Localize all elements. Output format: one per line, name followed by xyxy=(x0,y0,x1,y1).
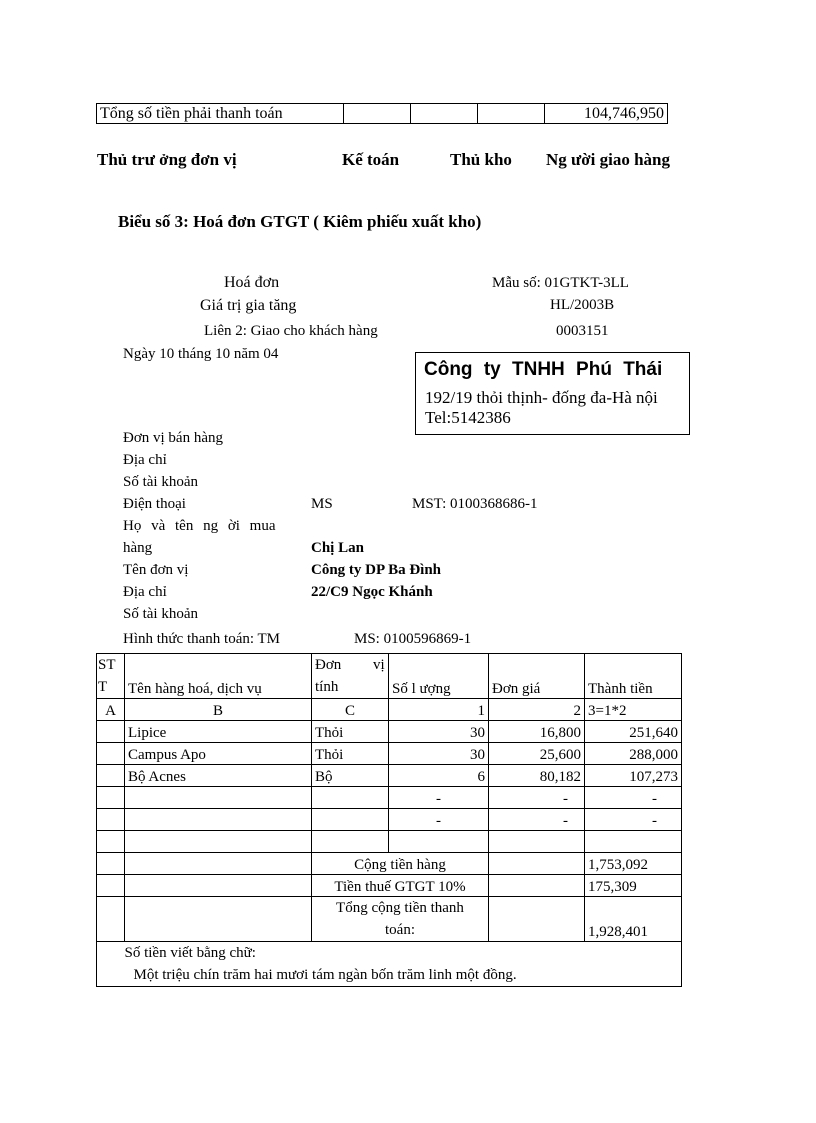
row-qty: 30 xyxy=(389,721,489,743)
empty-cell xyxy=(97,875,125,897)
invoice-copy-note: Liên 2: Giao cho khách hàng xyxy=(204,323,378,339)
summary-total-row xyxy=(96,103,668,124)
amount-in-words-value: Một triệu chín trăm hai mươi tám ngàn bốn trăm linh một đồng. xyxy=(133,967,517,983)
invoice-series: HL/2003B xyxy=(550,297,615,313)
grand-total-row xyxy=(97,897,682,942)
empty-cell xyxy=(97,897,125,942)
row-qty xyxy=(389,831,489,853)
row-unit: Bộ xyxy=(312,765,389,787)
empty-cell xyxy=(125,853,312,875)
row-amount: 288,000 xyxy=(585,743,682,765)
row-amount: 107,273 xyxy=(585,765,682,787)
empty-cell xyxy=(489,853,585,875)
row-price: 80,182 xyxy=(489,765,585,787)
summary-label: Tổng số tiền phải thanh toán xyxy=(97,104,344,124)
summary-empty-cell xyxy=(344,104,411,124)
row-name xyxy=(125,809,312,831)
buyer-name-label-1: Họ và tên ng ời mua xyxy=(123,518,276,534)
seller-phone-label: Điện thoại xyxy=(123,496,186,512)
goods-total-value: 1,753,092 xyxy=(585,853,682,875)
grand-total-label: Tổng cộng tiền thanh toán: xyxy=(312,897,489,942)
header-amount: Thành tiền xyxy=(585,654,682,699)
summary-empty-cell xyxy=(478,104,545,124)
seller-mst: MST: 0100368686-1 xyxy=(412,496,538,512)
vat-value: 175,309 xyxy=(585,875,682,897)
summary-amount: 104,746,950 xyxy=(545,104,668,124)
table-row xyxy=(97,809,682,831)
row-price: - xyxy=(489,809,585,831)
row-price: 25,600 xyxy=(489,743,585,765)
invoice-table xyxy=(96,653,682,987)
row-name xyxy=(125,787,312,809)
row-name: Campus Apo xyxy=(125,743,312,765)
invoice-title-1: Hoá đơn xyxy=(224,274,280,291)
row-unit xyxy=(312,787,389,809)
empty-cell xyxy=(489,875,585,897)
section-title: Biểu số 3: Hoá đơn GTGT ( Kiêm phiếu xuất kho) xyxy=(118,212,482,231)
vat-row xyxy=(97,875,682,897)
amount-in-words-label: Số tiền viết bằng chữ: xyxy=(124,945,256,961)
row-stt xyxy=(97,787,125,809)
row-name: Lipice xyxy=(125,721,312,743)
header-price: Đơn giá xyxy=(489,654,585,699)
row-qty: 6 xyxy=(389,765,489,787)
summary-empty-cell xyxy=(411,104,478,124)
table-row xyxy=(97,765,682,787)
code-cell: A xyxy=(97,699,125,721)
row-name xyxy=(125,831,312,853)
grand-total-value: 1,928,401 xyxy=(585,897,682,942)
table-row xyxy=(97,787,682,809)
invoice-form-no: Mẫu số: 01GTKT-3LL xyxy=(492,275,629,291)
header-stt xyxy=(97,654,125,699)
header-qty: Số l ượng xyxy=(389,654,489,699)
row-unit xyxy=(312,831,389,853)
code-cell: C xyxy=(312,699,389,721)
company-box xyxy=(415,352,690,435)
row-stt xyxy=(97,743,125,765)
seller-unit-label: Đơn vị bán hàng xyxy=(123,430,223,446)
row-qty: - xyxy=(389,809,489,831)
vat-label: Tiền thuế GTGT 10% xyxy=(312,875,489,897)
row-qty: 30 xyxy=(389,743,489,765)
header-unit-line2: tính xyxy=(315,679,339,695)
table-row xyxy=(97,831,682,853)
signature-deliverer: Ng ười giao hàng xyxy=(546,150,670,169)
seller-account-label: Số tài khoản xyxy=(123,474,198,490)
invoice-title-2: Giá trị gia tăng xyxy=(200,297,297,314)
code-cell: B xyxy=(125,699,312,721)
row-name: Bộ Acnes xyxy=(125,765,312,787)
table-row xyxy=(97,721,682,743)
buyer-address-value: 22/C9 Ngọc Khánh xyxy=(311,584,433,600)
invoice-date: Ngày 10 tháng 10 năm 04 xyxy=(123,346,279,362)
row-unit: Thỏi xyxy=(312,743,389,765)
amount-in-words-row xyxy=(97,942,682,987)
header-unit-line1: Đơn vị xyxy=(315,657,385,673)
table-code-row xyxy=(97,699,682,721)
payment-method: Hình thức thanh toán: TM xyxy=(123,631,281,647)
row-amount: - xyxy=(585,787,682,809)
row-amount xyxy=(585,831,682,853)
row-price xyxy=(489,831,585,853)
row-stt xyxy=(97,721,125,743)
buyer-account-label: Số tài khoản xyxy=(123,606,198,622)
row-price: - xyxy=(489,787,585,809)
row-stt xyxy=(97,809,125,831)
header-name: Tên hàng hoá, dịch vụ xyxy=(125,654,312,699)
table-row xyxy=(97,743,682,765)
empty-cell xyxy=(97,853,125,875)
signature-storekeeper: Thủ kho xyxy=(450,150,512,169)
code-cell: 2 xyxy=(489,699,585,721)
header-stt-line1: ST xyxy=(98,657,116,673)
company-address: 192/19 thỏi thịnh- đống đa-Hà nội xyxy=(425,388,658,407)
goods-total-row xyxy=(97,853,682,875)
row-qty: - xyxy=(389,787,489,809)
code-cell: 3=1*2 xyxy=(585,699,682,721)
buyer-address-label: Địa chỉ xyxy=(123,584,167,600)
company-name: Công ty TNHH Phú Thái xyxy=(424,359,663,380)
empty-cell xyxy=(125,897,312,942)
buyer-name-value: Chị Lan xyxy=(311,540,364,556)
code-cell: 1 xyxy=(389,699,489,721)
seller-address-label: Địa chỉ xyxy=(123,452,167,468)
row-amount: - xyxy=(585,809,682,831)
empty-cell xyxy=(125,875,312,897)
signature-accountant: Kế toán xyxy=(342,150,400,169)
buyer-ms: MS: 0100596869-1 xyxy=(354,631,472,647)
row-stt xyxy=(97,765,125,787)
buyer-name-label-2: hàng xyxy=(123,540,153,556)
table-header-row xyxy=(97,654,682,699)
signature-director: Thủ trư ởng đơn vị xyxy=(97,150,237,169)
goods-total-label: Cộng tiền hàng xyxy=(312,853,489,875)
buyer-unit-value: Công ty DP Ba Đình xyxy=(311,562,442,578)
row-amount: 251,640 xyxy=(585,721,682,743)
header-stt-line2: T xyxy=(98,679,108,695)
row-price: 16,800 xyxy=(489,721,585,743)
seller-ms-label: MS xyxy=(311,496,333,512)
company-tel: Tel:5142386 xyxy=(425,408,511,427)
row-stt xyxy=(97,831,125,853)
amount-in-words xyxy=(125,942,682,987)
empty-cell xyxy=(97,942,125,987)
buyer-unit-label: Tên đơn vị xyxy=(123,562,189,578)
invoice-number: 0003151 xyxy=(556,323,609,339)
header-unit xyxy=(312,654,389,699)
row-unit xyxy=(312,809,389,831)
empty-cell xyxy=(489,897,585,942)
row-unit: Thỏi xyxy=(312,721,389,743)
